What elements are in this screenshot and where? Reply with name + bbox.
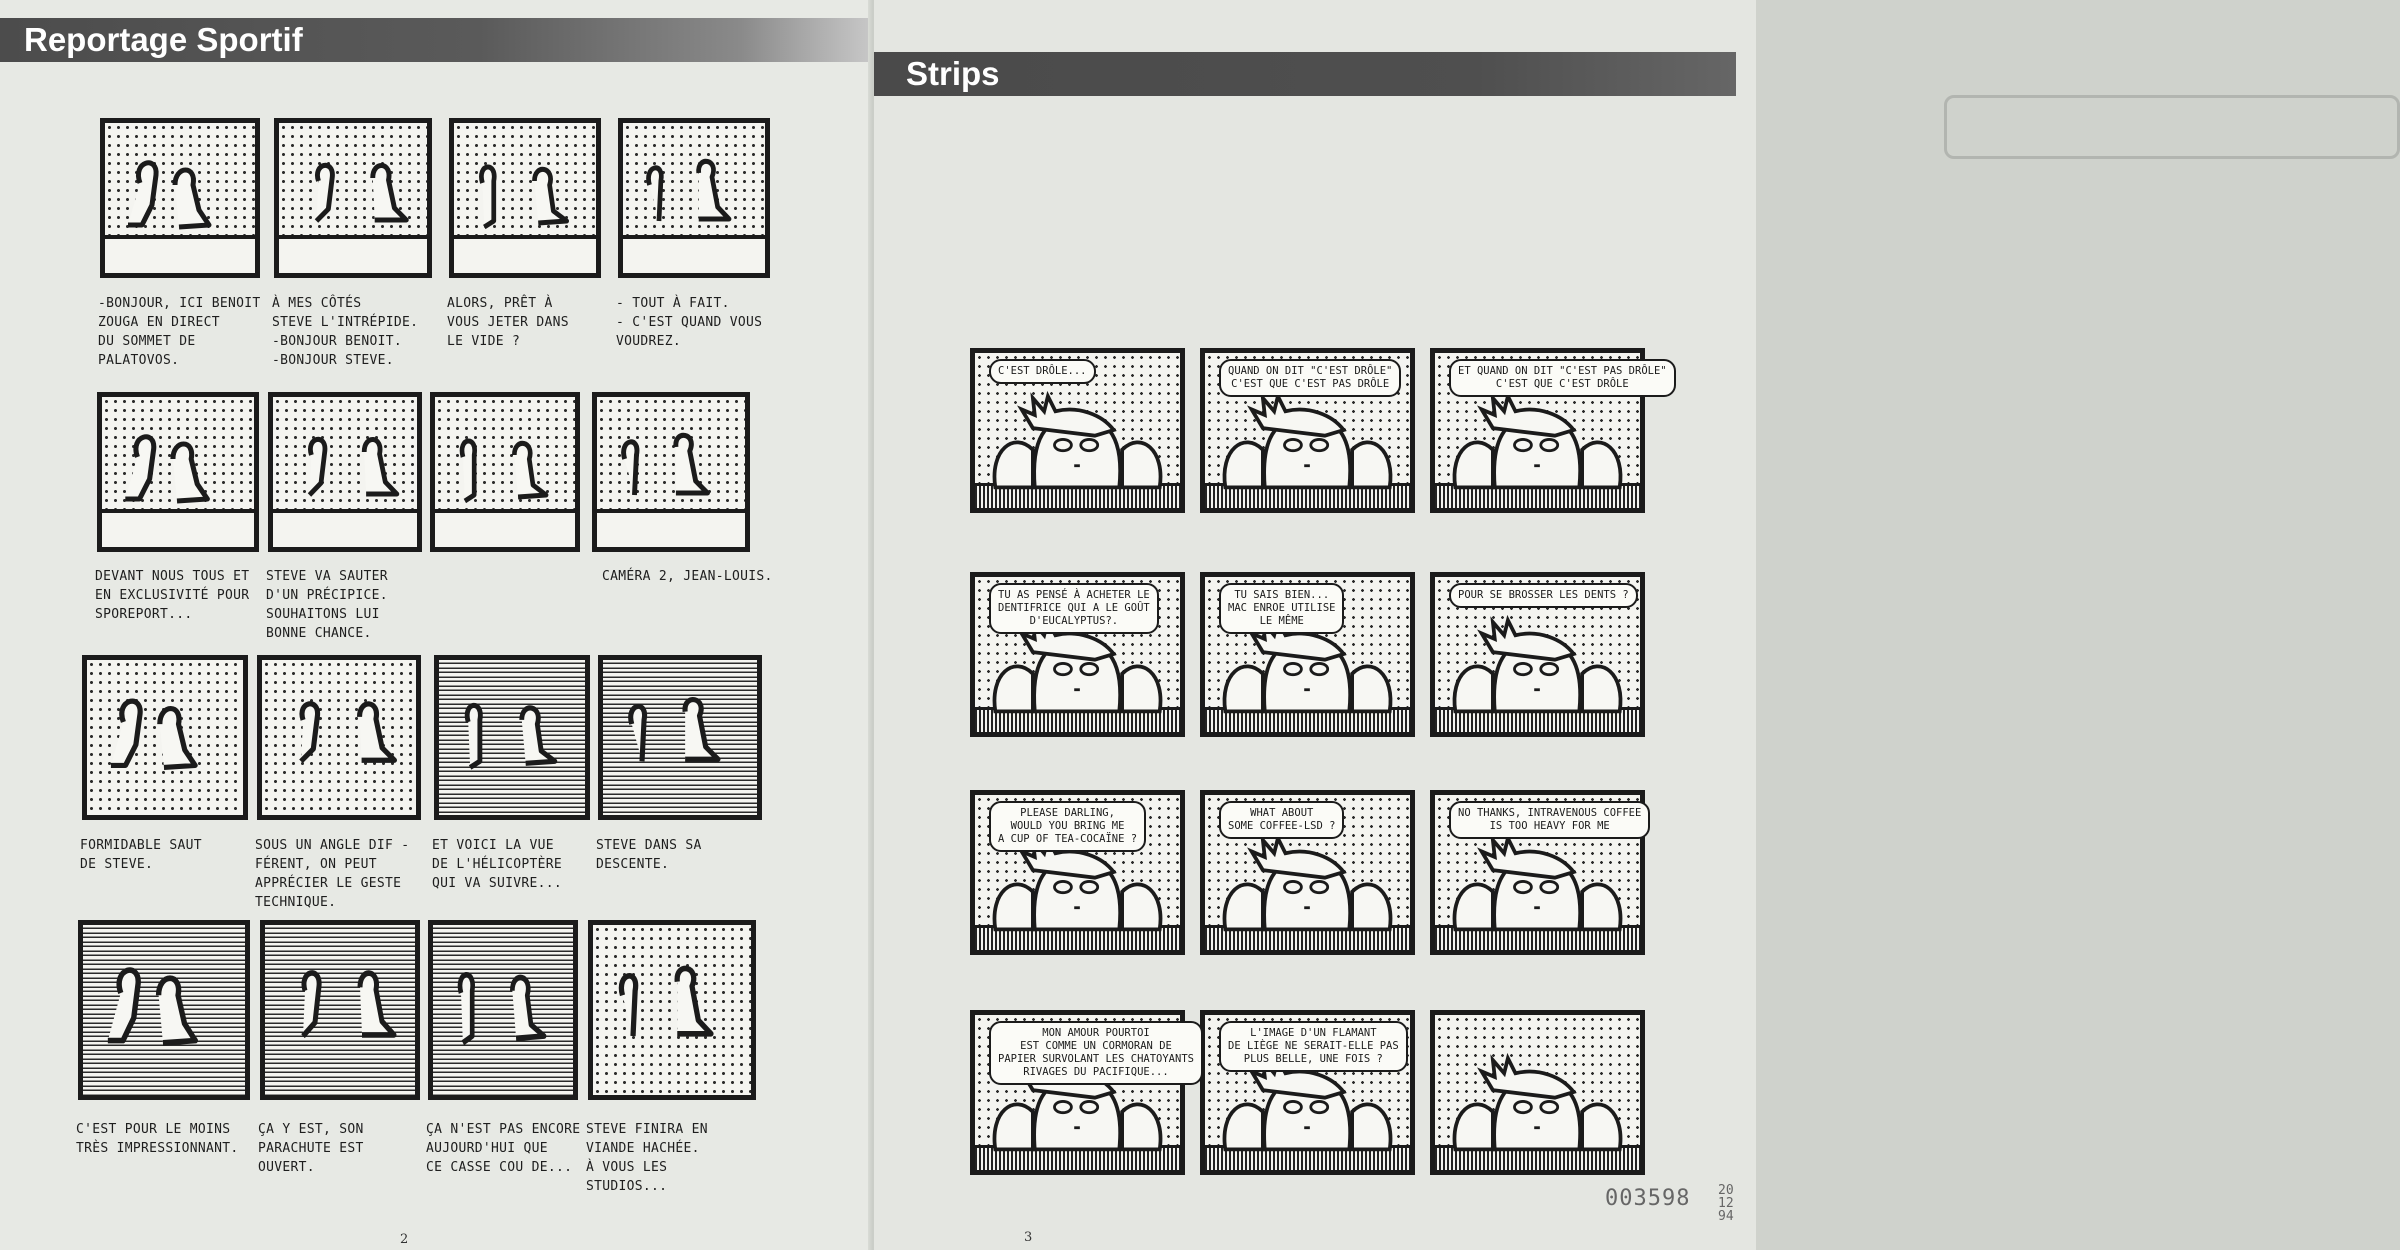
- panel-caption: [447, 294, 569, 351]
- figure-drawing: [454, 123, 596, 273]
- speech-bubble: [1219, 801, 1344, 839]
- bubble-line: WOULD YOU BRING ME: [1010, 820, 1125, 832]
- figure-drawing: [265, 925, 415, 1095]
- panel-caption: [602, 567, 773, 586]
- comic-panel: [588, 920, 756, 1100]
- figure-drawing: [597, 397, 745, 547]
- page-number: 2: [400, 1232, 409, 1247]
- bubble-line: RIVAGES DU PACIFIQUE...: [1023, 1066, 1169, 1078]
- panel-caption: [272, 294, 418, 370]
- comic-panel: [82, 655, 248, 820]
- caption-line: FORMIDABLE SAUT: [80, 838, 202, 853]
- caption-line: C'EST POUR LE MOINS: [76, 1122, 231, 1137]
- caption-line: DE STEVE.: [80, 857, 154, 872]
- comic-panel: [598, 655, 762, 820]
- figure-drawing: [105, 123, 255, 273]
- caption-line: DE L'HÉLICOPTÈRE: [432, 857, 563, 872]
- caption-line: D'UN PRÉCIPICE.: [266, 588, 388, 603]
- figure-drawing: [439, 660, 585, 815]
- speech-bubble: [1219, 583, 1344, 634]
- comic-panel: [434, 655, 590, 820]
- figure-drawing: [623, 123, 765, 273]
- strip-panel: [1430, 790, 1645, 955]
- strip-panel: [1200, 572, 1415, 737]
- caption-line: LE VIDE ?: [447, 334, 521, 349]
- comic-panel: [257, 655, 421, 820]
- figure-drawing: [435, 397, 575, 547]
- caption-line: -BONJOUR, ICI BENOIT: [98, 296, 261, 311]
- caption-line: DU SOMMET DE: [98, 334, 196, 349]
- caption-line: SOUS UN ANGLE DIF -: [255, 838, 410, 853]
- panel-caption: [258, 1120, 364, 1177]
- panel-caption: [432, 836, 562, 893]
- bubble-line: IS TOO HEAVY FOR ME: [1489, 820, 1610, 832]
- speech-bubble: [989, 359, 1096, 384]
- caption-line: BONNE CHANCE.: [266, 626, 372, 641]
- comic-panel: [428, 920, 578, 1100]
- bubble-line: PAPIER SURVOLANT LES CHATOYANTS: [998, 1053, 1194, 1065]
- caption-line: QUI VA SUIVRE...: [432, 876, 563, 891]
- date-stamp: [1718, 1184, 1734, 1223]
- panel-caption: [616, 294, 762, 351]
- caption-line: PALATOVOS.: [98, 353, 180, 368]
- caption-line: AUJOURD'HUI QUE: [426, 1141, 548, 1156]
- bubble-line: C'EST DRÔLE...: [998, 365, 1087, 377]
- caption-line: VOUDREZ.: [616, 334, 682, 349]
- bubble-line: DENTIFRICE QUI A LE GOÛT: [998, 602, 1150, 614]
- left-page: [0, 0, 872, 1250]
- panel-caption: [596, 836, 702, 874]
- strip-panel: [970, 790, 1185, 955]
- date-stamp-month: 12: [1718, 1196, 1734, 1211]
- bubble-line: C'EST QUE C'EST DRÔLE: [1495, 378, 1629, 390]
- panel-caption: [98, 294, 261, 370]
- caption-line: DEVANT NOUS TOUS ET: [95, 569, 250, 584]
- panel-caption: [76, 1120, 239, 1158]
- caption-line: STEVE FINIRA EN: [586, 1122, 708, 1137]
- caption-line: TRÈS IMPRESSIONNANT.: [76, 1141, 239, 1156]
- caption-line: ALORS, PRÊT À: [447, 296, 553, 311]
- comic-panel: [430, 392, 580, 552]
- caption-line: STEVE VA SAUTER: [266, 569, 388, 584]
- panel-caption: [266, 567, 388, 643]
- strip-panel: [970, 572, 1185, 737]
- panel-caption: [586, 1120, 708, 1196]
- strip-panel: [1430, 572, 1645, 737]
- strip-panel: [1200, 790, 1415, 955]
- speech-bubble: [1219, 1021, 1408, 1072]
- page-header-strips: Strips: [874, 52, 1736, 96]
- panel-caption: [426, 1120, 580, 1177]
- strip-panel: [970, 1010, 1194, 1175]
- caption-line: CAMÉRA 2, JEAN-LOUIS.: [602, 569, 773, 584]
- caption-line: CE CASSE COU DE...: [426, 1160, 573, 1175]
- strip-panel: [1430, 1010, 1645, 1175]
- figure-drawing: [279, 123, 427, 273]
- comic-panel: [618, 118, 770, 278]
- figure-drawing: [273, 397, 417, 547]
- date-stamp-day: 20: [1718, 1183, 1734, 1198]
- panel-caption: [80, 836, 202, 874]
- caption-line: OUVERT.: [258, 1160, 315, 1175]
- archive-stamp: 003598: [1605, 1186, 1691, 1211]
- page-header-reportage-sportif: Reportage Sportif: [0, 18, 872, 62]
- caption-line: À VOUS LES: [586, 1160, 668, 1175]
- caption-line: -BONJOUR STEVE.: [272, 353, 394, 368]
- bubble-line: ET QUAND ON DIT "C'EST PAS DRÔLE": [1458, 365, 1667, 377]
- figure-drawing: [87, 660, 243, 815]
- caption-line: ÇA N'EST PAS ENCORE: [426, 1122, 581, 1137]
- comic-panel: [100, 118, 260, 278]
- comic-panel: [274, 118, 432, 278]
- caption-line: SPOREPORT...: [95, 607, 193, 622]
- caption-line: VIANDE HACHÉE.: [586, 1141, 700, 1156]
- caption-line: -BONJOUR BENOIT.: [272, 334, 403, 349]
- strip-panel: [970, 348, 1185, 513]
- caption-line: STUDIOS...: [586, 1179, 668, 1194]
- strip-panel: [1200, 1010, 1415, 1175]
- speech-bubble: [1449, 801, 1650, 839]
- strip-panel: [1430, 348, 1667, 513]
- bubble-line: PLEASE DARLING,: [1020, 807, 1115, 819]
- caption-line: DESCENTE.: [596, 857, 670, 872]
- caption-line: TECHNIQUE.: [255, 895, 337, 910]
- date-stamp-year: 94: [1718, 1209, 1734, 1224]
- comic-panel: [78, 920, 250, 1100]
- caption-line: ET VOICI LA VUE: [432, 838, 554, 853]
- panel-caption: [95, 567, 249, 624]
- panel-caption: [255, 836, 409, 912]
- bubble-line: TU AS PENSÉ À ACHETER LE: [998, 589, 1150, 601]
- comic-panel: [97, 392, 259, 552]
- bubble-line: D'EUCALYPTUS?.: [1029, 615, 1119, 627]
- bubble-line: TU SAIS BIEN...: [1234, 589, 1330, 601]
- bubble-line: POUR SE BROSSER LES DENTS ?: [1458, 589, 1629, 601]
- speech-bubble: [1219, 359, 1401, 397]
- caption-line: EN EXCLUSIVITÉ POUR: [95, 588, 250, 603]
- bubble-line: SOME COFFEE-LSD ?: [1228, 820, 1336, 832]
- figure-drawing: [83, 925, 245, 1095]
- show-through-logo: [1944, 95, 2400, 159]
- strip-panel: [1200, 348, 1415, 513]
- caption-line: PARACHUTE EST: [258, 1141, 364, 1156]
- caption-line: ZOUGA EN DIRECT: [98, 315, 220, 330]
- figure-drawing: [593, 925, 751, 1095]
- bubble-line: MON AMOUR POURTOI: [1042, 1027, 1150, 1039]
- caption-line: - TOUT À FAIT.: [616, 296, 730, 311]
- figure-drawing: [433, 925, 573, 1095]
- right-page: [874, 0, 1756, 1250]
- bubble-line: C'EST QUE C'EST PAS DRÔLE: [1231, 378, 1390, 390]
- caption-line: À MES CÔTÉS: [272, 296, 362, 311]
- figure-drawing: [102, 397, 254, 547]
- bubble-line: LE MÊME: [1259, 615, 1304, 627]
- caption-line: FÉRENT, ON PEUT: [255, 857, 377, 872]
- comic-panel: [260, 920, 420, 1100]
- bubble-line: EST COMME UN CORMORAN DE: [1020, 1040, 1172, 1052]
- comic-panel: [449, 118, 601, 278]
- caption-line: APPRÉCIER LE GESTE: [255, 876, 402, 891]
- bubble-line: DE LIÈGE NE SERAIT-ELLE PAS: [1228, 1040, 1399, 1052]
- caption-line: STEVE L'INTRÉPIDE.: [272, 315, 419, 330]
- bubble-line: QUAND ON DIT "C'EST DRÔLE": [1228, 365, 1393, 377]
- speech-bubble: [1449, 359, 1676, 397]
- speech-bubble: [989, 583, 1159, 634]
- bubble-line: NO THANKS, INTRAVENOUS COFFEE: [1458, 807, 1642, 819]
- bubble-line: MAC ENROE UTILISE: [1228, 602, 1336, 614]
- figure-drawing: [603, 660, 757, 815]
- bubble-line: PLUS BELLE, UNE FOIS ?: [1243, 1053, 1383, 1065]
- caption-line: SOUHAITONS LUI: [266, 607, 380, 622]
- caption-line: VOUS JETER DANS: [447, 315, 569, 330]
- caption-line: - C'EST QUAND VOUS: [616, 315, 763, 330]
- page-number: 3: [1024, 1230, 1033, 1245]
- figure-drawing: [262, 660, 416, 815]
- caption-line: ÇA Y EST, SON: [258, 1122, 364, 1137]
- comic-panel: [592, 392, 750, 552]
- character-drawing: [1435, 1015, 1640, 1170]
- speech-bubble: [1449, 583, 1638, 608]
- caption-line: STEVE DANS SA: [596, 838, 702, 853]
- speech-bubble: [989, 1021, 1203, 1085]
- bubble-line: WHAT ABOUT: [1250, 807, 1314, 819]
- bubble-line: L'IMAGE D'UN FLAMANT: [1250, 1027, 1377, 1039]
- comic-panel: [268, 392, 422, 552]
- speech-bubble: [989, 801, 1146, 852]
- bubble-line: A CUP OF TEA-COCAÏNE ?: [998, 833, 1138, 845]
